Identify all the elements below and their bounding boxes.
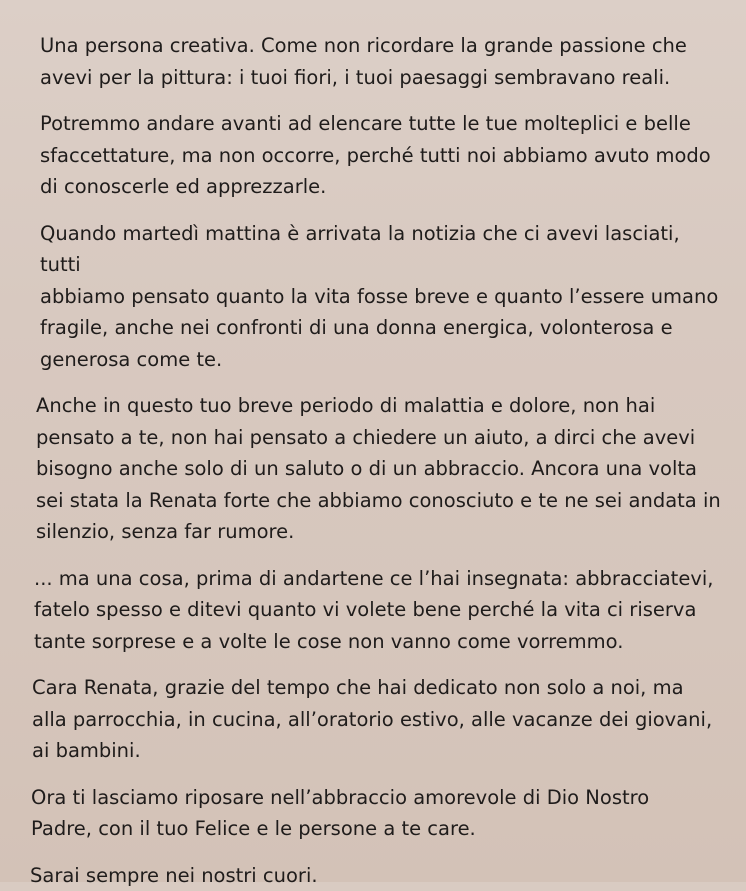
paragraph-4: Anche in questo tuo breve periodo di malattia e dolore, non hai pensato a te, non hai pensato a chiedere un aiuto, a dirci che avevi bisogno anche solo di un saluto o di un abbraccio. Ancora una volta sei stata la Renata forte che abbiamo conosciuto e te ne sei andata in silenzio, senza far rumore. — [36, 390, 726, 548]
paragraph-5: ... ma una cosa, prima di andartene ce l’hai insegnata: abbracciatevi, fatelo spesso e ditevi quanto vi volete bene perché la vita ci riserva tante sorprese e a volte le cose non vanno come vorremmo. — [34, 563, 726, 658]
paragraph-3: Quando martedì mattina è arrivata la notizia che ci avevi lasciati, tutti abbiamo pensato quanto la vita fosse breve e quanto l’essere umano fragile, anche nei confronti di una donna energica, volonterosa e generosa come te. — [40, 218, 726, 376]
paragraph-6: Cara Renata, grazie del tempo che hai dedicato non solo a noi, ma alla parrocchia, in cucina, all’oratorio estivo, alle vacanze dei giovani, ai bambini. — [32, 672, 726, 767]
paragraph-7: Ora ti lasciamo riposare nell’abbraccio amorevole di Dio Nostro Padre, con il tuo Felice e le persone a te care. — [31, 782, 726, 845]
paragraph-2: Potremmo andare avanti ad elencare tutte le tue molteplici e belle sfaccettature, ma non occorre, perché tutti noi abbiamo avuto modo di conoscerle ed apprezzarle. — [40, 108, 726, 203]
paragraph-1: Una persona creativa. Come non ricordare la grande passione che avevi per la pittura: i tuoi fiori, i tuoi paesaggi sembravano reali. — [40, 30, 726, 93]
closing-line: Sarai sempre nei nostri cuori. — [30, 860, 726, 891]
